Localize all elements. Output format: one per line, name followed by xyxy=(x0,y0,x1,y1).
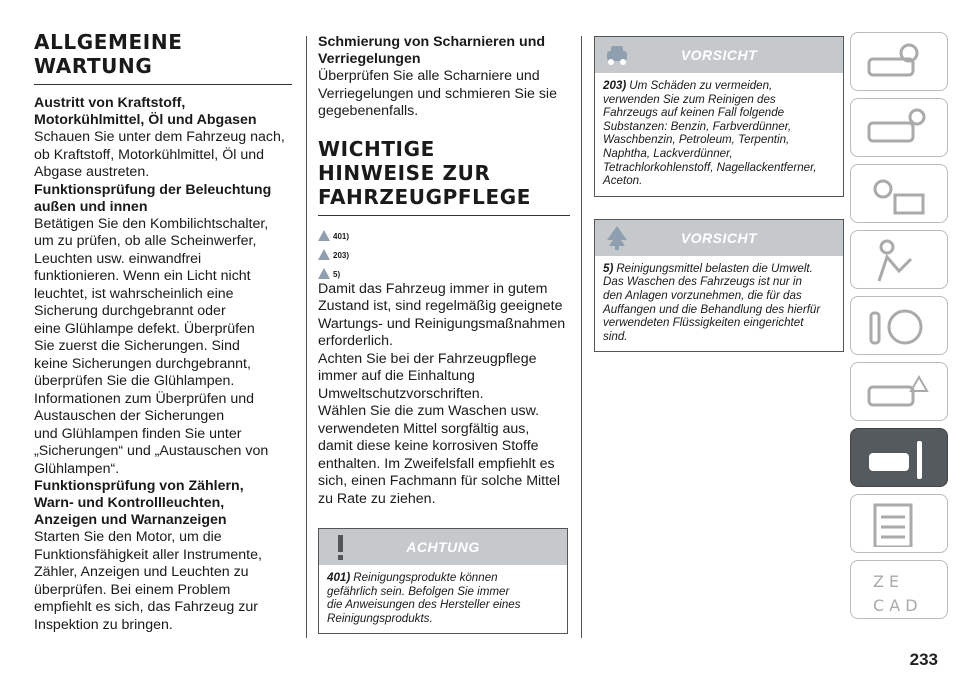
text-line: Schauen Sie unter dem Fahrzeug nach, xyxy=(34,129,285,145)
chapter-tab[interactable] xyxy=(850,560,948,619)
column-2 xyxy=(318,30,570,634)
column-divider xyxy=(581,36,582,638)
reference-marker[interactable] xyxy=(318,241,570,260)
text-line: Überprüfen Sie alle Scharniere und xyxy=(318,68,540,84)
caution-label: VORSICHT xyxy=(680,229,758,246)
warning-label: ACHTUNG xyxy=(406,539,480,555)
text-line: Damit das Fahrzeug immer in gutem xyxy=(318,280,548,297)
caution-label: VORSICHT xyxy=(680,47,758,63)
notice-line: verwendeten Flüssigkeiten eingerichtet xyxy=(603,316,804,330)
column-1 xyxy=(34,30,292,634)
chapter-tab[interactable] xyxy=(850,494,948,553)
caution-box-header xyxy=(595,37,843,73)
svg-text:Z E: Z E xyxy=(873,572,900,591)
text-line: Zähler, Anzeigen und Leuchten zu xyxy=(34,564,249,580)
text-line: Verriegelungen und schmieren Sie sie xyxy=(318,85,557,102)
text-line: enthalten. Im Zweifelsfall empfiehlt es xyxy=(318,455,555,472)
warning-box-body xyxy=(319,565,567,633)
notice-line: Auffangen und die Behandlung des hierfür xyxy=(603,302,821,316)
warning-triangle-icon xyxy=(318,230,330,241)
text-line: Funktionsfähigkeit aller Instrumente, xyxy=(34,546,262,563)
subheading-line: Austritt von Kraftstoff, xyxy=(34,95,186,111)
caution-box-1 xyxy=(594,36,844,197)
car-info-icon xyxy=(865,105,931,151)
chapter-tab[interactable] xyxy=(850,296,948,355)
subheading-austritt xyxy=(34,95,292,129)
key-steering-icon xyxy=(865,303,931,349)
text-line: „Sicherungen“ und „Austauschen von xyxy=(34,443,269,459)
text-line: überprüfen Sie die Glühlampen. xyxy=(34,373,235,389)
text-line: funktionieren. Wenn ein Licht nicht xyxy=(34,268,251,284)
caution-box-body xyxy=(595,73,843,196)
lights-mail-icon xyxy=(865,171,931,217)
text-line: empfiehlt es sich, das Fahrzeug zur xyxy=(34,599,258,615)
text-line: Wählen Sie die zum Waschen usw. xyxy=(318,403,540,419)
notice-line: gefährlich sein. Befolgen Sie immer xyxy=(327,584,510,598)
heading-line: WARTUNG xyxy=(34,54,153,78)
chapter-tab[interactable] xyxy=(850,164,948,223)
heading-line: ALLGEMEINE xyxy=(34,30,183,54)
text-line: leuchtet, ist wahrscheinlich eine xyxy=(34,285,234,302)
text-line: gegebenenfalls. xyxy=(318,103,419,119)
subheading-beleuchtung xyxy=(34,182,292,216)
text-line: Austauschen der Sicherungen xyxy=(34,408,225,424)
reference-number: 401) xyxy=(333,231,350,241)
leaf-triangle-icon xyxy=(318,268,330,279)
text-line: überprüfen. Bei einem Problem xyxy=(34,581,231,598)
text-line: Sie zuerst die Sicherungen. Sind xyxy=(34,338,240,354)
notice-line: sind. xyxy=(603,329,628,343)
paragraph-schmierung xyxy=(318,68,570,121)
car-wrench-icon xyxy=(865,435,931,481)
notice-line xyxy=(603,262,835,276)
text-line: Umweltschutzvorschriften. xyxy=(318,385,484,402)
notice-line: Das Waschen des Fahrzeugs ist nur in xyxy=(603,275,802,289)
column-divider xyxy=(306,36,307,638)
text-line: ob Kraftstoff, Motorkühlmittel, Öl und xyxy=(34,146,264,163)
chapter-tab[interactable] xyxy=(850,428,948,487)
notice-line: Fahrzeugs auf keinen Fall folgende xyxy=(603,106,785,120)
subheading-zaehler xyxy=(34,478,292,529)
text-line: damit diese keine korrosiven Stoffe xyxy=(318,438,539,454)
chapter-tabs xyxy=(850,32,950,626)
notice-line: Waschbenzin, Petroleum, Terpentin, xyxy=(603,133,790,147)
car-warning-icon xyxy=(865,369,931,415)
notice-text: Reinigungsprodukte können xyxy=(353,571,498,584)
notice-line: Aceton. xyxy=(603,174,643,188)
subheading-line: außen und innen xyxy=(34,198,148,215)
text-line: sich, einen Fachmann für solche Mittel xyxy=(318,473,561,489)
subheading-line: Funktionsprüfung der Beleuchtung xyxy=(34,181,272,198)
notice-number: 203) xyxy=(603,79,627,92)
column-3 xyxy=(594,36,844,352)
text-line: Abgase austreten. xyxy=(34,164,150,180)
notice-number: 401) xyxy=(327,571,351,584)
paragraph-fahrzeugpflege xyxy=(318,281,570,509)
text-line: Inspektion zu bringen. xyxy=(34,616,173,633)
subheading-schmierung xyxy=(318,34,570,68)
text-line: Informationen zum Überprüfen und xyxy=(34,390,255,407)
chapter-tab[interactable] xyxy=(850,32,948,91)
text-line: Sicherung durchgebrannt oder xyxy=(34,303,226,319)
subheading-line: Verriegelungen xyxy=(318,51,421,67)
subheading-line: Motorkühlmittel, Öl und Abgasen xyxy=(34,112,257,128)
notice-line: Reinigungsprodukts. xyxy=(327,611,433,625)
text-line: und Glühlampen finden Sie unter xyxy=(34,425,242,442)
heading-line: FAHRZEUGPFLEGE xyxy=(318,184,532,209)
airbag-person-icon xyxy=(865,237,931,283)
notice-line: Tetrachlorkohlenstoff, Nagellackentferner, xyxy=(603,160,817,174)
text-line: immer auf die Einhaltung xyxy=(318,368,475,384)
text-line: Glühlampen“. xyxy=(34,460,120,477)
reference-number: 5) xyxy=(333,269,341,279)
svg-text:C A D: C A D xyxy=(873,596,918,613)
text-line: erforderlich. xyxy=(318,333,393,349)
section-heading-wichtige-hinweise xyxy=(318,137,570,216)
page-number: 233 xyxy=(909,650,938,669)
heading-line: HINWEISE ZUR xyxy=(318,160,491,185)
text-line: um zu prüfen, ob alle Scheinwerfer, xyxy=(34,233,257,249)
heading-line: WICHTIGE xyxy=(318,136,435,161)
paragraph-zaehler xyxy=(34,529,292,634)
text-line: Starten Sie den Motor, um die xyxy=(34,529,222,545)
text-line: zu Rate zu ziehen. xyxy=(318,490,436,507)
notice-text: Um Schäden zu vermeiden, xyxy=(629,79,773,92)
warning-box-header xyxy=(319,529,567,565)
chapter-tab[interactable] xyxy=(850,98,948,157)
reference-marker[interactable] xyxy=(318,222,570,241)
text-line: Achten Sie bei der Fahrzeugpflege xyxy=(318,350,537,367)
car-search-icon xyxy=(865,39,931,85)
notice-line: den Anlagen vorzunehmen, die für das xyxy=(603,288,802,302)
notice-text: Reinigungsmittel belasten die Umwelt. xyxy=(616,261,813,275)
warning-box-achtung xyxy=(318,528,568,634)
paragraph-beleuchtung xyxy=(34,216,292,479)
warning-triangle-icon xyxy=(318,249,330,260)
text-line: verwendeten Mittel sorgfältig aus, xyxy=(318,420,530,437)
caution-box-header xyxy=(595,220,843,256)
notice-line: Naphtha, Lackverdünner, xyxy=(603,146,733,160)
text-line: Betätigen Sie den Kombilichtschalter, xyxy=(34,215,269,232)
notice-number: 5) xyxy=(603,261,614,275)
text-line: keine Sicherungen durchgebrannt, xyxy=(34,355,251,372)
notice-line: verwenden Sie zum Reinigen des xyxy=(603,92,776,106)
alphabet-index-icon xyxy=(865,567,931,613)
text-line: eine Glühlampe defekt. Überprüfen xyxy=(34,320,255,337)
reference-marker[interactable] xyxy=(318,260,570,279)
caution-box-2 xyxy=(594,219,844,353)
section-heading-allgemeine-wartung xyxy=(34,30,292,85)
checklist-icon xyxy=(865,501,931,547)
chapter-tab[interactable] xyxy=(850,362,948,421)
subheading-line: Warn- und Kontrollleuchten, xyxy=(34,495,225,511)
chapter-tab[interactable] xyxy=(850,230,948,289)
paragraph-austritt xyxy=(34,129,292,182)
reference-number: 203) xyxy=(333,250,350,260)
text-line: Zustand ist, sind regelmäßig geeignete xyxy=(318,298,563,314)
notice-line: die Anweisungen des Hersteller eines xyxy=(327,598,521,612)
subheading-line: Anzeigen und Warnanzeigen xyxy=(34,512,227,528)
text-line: Wartungs- und Reinigungsmaßnahmen xyxy=(318,315,566,332)
text-line: Leuchten usw. einwandfrei xyxy=(34,250,202,267)
notice-line xyxy=(327,571,559,585)
subheading-line: Funktionsprüfung von Zählern, xyxy=(34,478,244,494)
notice-line: Substanzen: Benzin, Farbverdünner, xyxy=(603,119,792,133)
caution-box-body xyxy=(595,256,843,352)
notice-line xyxy=(603,79,835,93)
subheading-line: Schmierung von Scharnieren und xyxy=(318,34,546,50)
